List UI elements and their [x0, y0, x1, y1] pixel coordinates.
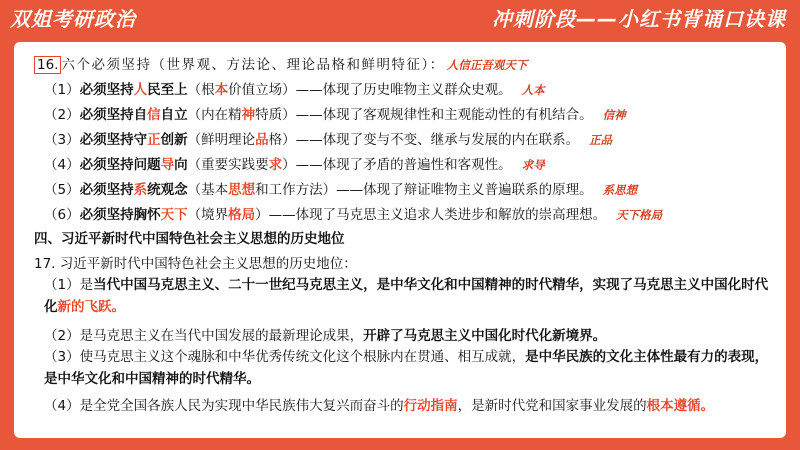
- item-paren-highlight: 格局: [228, 207, 256, 223]
- principle-item: [44, 153, 545, 173]
- para-1-red: 新的飞跃。: [57, 299, 125, 315]
- item-description: ——体现了变与不变、继承与发展的内在联系。: [295, 132, 580, 148]
- course-title: 冲刺阶段——小红书背诵口诀课: [492, 7, 786, 31]
- item-index: （2）: [44, 107, 80, 123]
- item-paren-post: 特质）: [255, 107, 296, 123]
- item-index: （6）: [44, 207, 80, 223]
- item-bold-post: 民至上: [147, 82, 188, 98]
- item-bold-pre: 必须坚持问题: [79, 157, 161, 173]
- item-paren-pre: （鲜明理论: [187, 132, 256, 148]
- item-bold-post: 统观念: [147, 182, 188, 198]
- section16-title: 六个必须坚持（世界观、方法论、理论品格和鲜明特征）：: [61, 57, 445, 73]
- item-mnemonic: 天下格局: [616, 208, 663, 222]
- principle-item: [44, 178, 637, 198]
- item-paren-post: 价值立场）: [228, 82, 296, 98]
- item-paren-pre: （内在精: [187, 107, 242, 123]
- item-paren-post: 和工作方法）: [255, 182, 337, 198]
- principle-item: [44, 103, 626, 123]
- item-bold-post: 自立: [160, 107, 188, 123]
- item-mnemonic: 求导: [521, 158, 545, 172]
- item-paren-pre: （重要实践要: [187, 157, 269, 173]
- item-index: （1）: [44, 82, 80, 98]
- para-1: [34, 274, 774, 318]
- para-4-mid: ，是新时代党和国家事业发展的: [457, 398, 647, 414]
- item-description: ——体现了客观规律性和主观能动性的有机结合。: [295, 107, 593, 123]
- para-4-prefix: （4）是全党全国各族人民为实现中华民族伟大复兴而奋斗的: [44, 398, 404, 414]
- question-number: 16.: [34, 56, 61, 74]
- item-highlight: 正: [147, 132, 161, 148]
- para-1-bold: 当代中国马克思主义、二十一世纪马克思主义，是中华文化和中国精神的时代精华，实现了马克思主义中国化时代化: [44, 277, 769, 315]
- item-bold-pre: 必须坚持胸怀: [79, 207, 161, 223]
- item-paren-post: ）: [282, 157, 296, 173]
- item-highlight: 导: [160, 157, 175, 173]
- para-3-bold: 是中华民族的文化主体性最有力的表现，是中华文化和中国精神的时代精华。: [44, 349, 769, 387]
- item-paren-highlight: 求: [268, 157, 283, 173]
- item-paren-pre: （境界: [187, 207, 229, 223]
- principle-item: [44, 78, 545, 98]
- para-2-bold: 开辟了马克思主义中国化时代化新境界。: [363, 328, 607, 344]
- section4-heading: 四、习近平新时代中国特色社会主义思想的历史地位: [34, 231, 345, 247]
- item-description: ——体现了马克思主义追求人类进步和解放的崇高理想。: [268, 207, 607, 223]
- brand-title: 双姐考研政治: [10, 7, 136, 31]
- item-index: （5）: [44, 182, 80, 198]
- item-paren-post: 格）: [268, 132, 296, 148]
- item-description: ——体现了辩证唯物主义普遍联系的原理。: [336, 182, 593, 198]
- item-mnemonic: 系思想: [602, 183, 638, 197]
- item-paren-highlight: 品: [255, 132, 269, 148]
- section16-heading: [34, 53, 527, 74]
- para-3-prefix: （3）使马克思主义这个魂脉和中华优秀传统文化这个根脉内在贯通、相互成就，: [44, 349, 526, 365]
- item-mnemonic: 正品: [589, 133, 613, 147]
- section16-mnemonic: 人信正吾观天下: [446, 58, 528, 72]
- principle-item: [44, 128, 612, 148]
- content-panel: [14, 42, 786, 438]
- item-bold-pre: 必须坚持自: [79, 107, 148, 123]
- item-index: （4）: [44, 157, 80, 173]
- item-bold-post: 创新: [160, 132, 188, 148]
- item-highlight: 系: [133, 182, 148, 198]
- item-paren-post: ）: [255, 207, 269, 223]
- item-mnemonic: 人本: [521, 83, 545, 97]
- item-mnemonic: 信神: [602, 108, 626, 122]
- item-highlight: 信: [147, 107, 161, 123]
- para-4: [44, 394, 714, 414]
- item-paren-highlight: 思想: [228, 182, 256, 198]
- para-3: [34, 346, 774, 390]
- item-description: ——体现了矛盾的普遍性和客观性。: [295, 157, 512, 173]
- para-2: [44, 324, 606, 344]
- para-2-prefix: （2）是马克思主义在当代中国发展的最新理论成果，: [44, 328, 364, 344]
- item-highlight: 天下: [160, 207, 188, 223]
- item-paren-pre: （根: [187, 82, 215, 98]
- para-4-red-1: 行动指南: [403, 398, 458, 414]
- item-bold-post: 向: [174, 157, 188, 173]
- principle-item: [44, 203, 662, 223]
- para-1-prefix: （1）是: [44, 277, 94, 293]
- item-bold-pre: 必须坚持守: [79, 132, 148, 148]
- item-paren-pre: （基本: [187, 182, 229, 198]
- item-paren-highlight: 本: [214, 82, 229, 98]
- item-description: ——体现了历史唯物主义群众史观。: [295, 82, 512, 98]
- item-index: （3）: [44, 132, 80, 148]
- q17-heading: 17. 习近平新时代中国特色社会主义思想的历史地位：: [34, 256, 357, 272]
- item-bold-pre: 必须坚持: [79, 182, 134, 198]
- para-4-red-2: 根本遵循。: [646, 398, 715, 414]
- item-highlight: 人: [133, 82, 148, 98]
- item-paren-highlight: 神: [241, 107, 256, 123]
- item-bold-pre: 必须坚持: [79, 82, 134, 98]
